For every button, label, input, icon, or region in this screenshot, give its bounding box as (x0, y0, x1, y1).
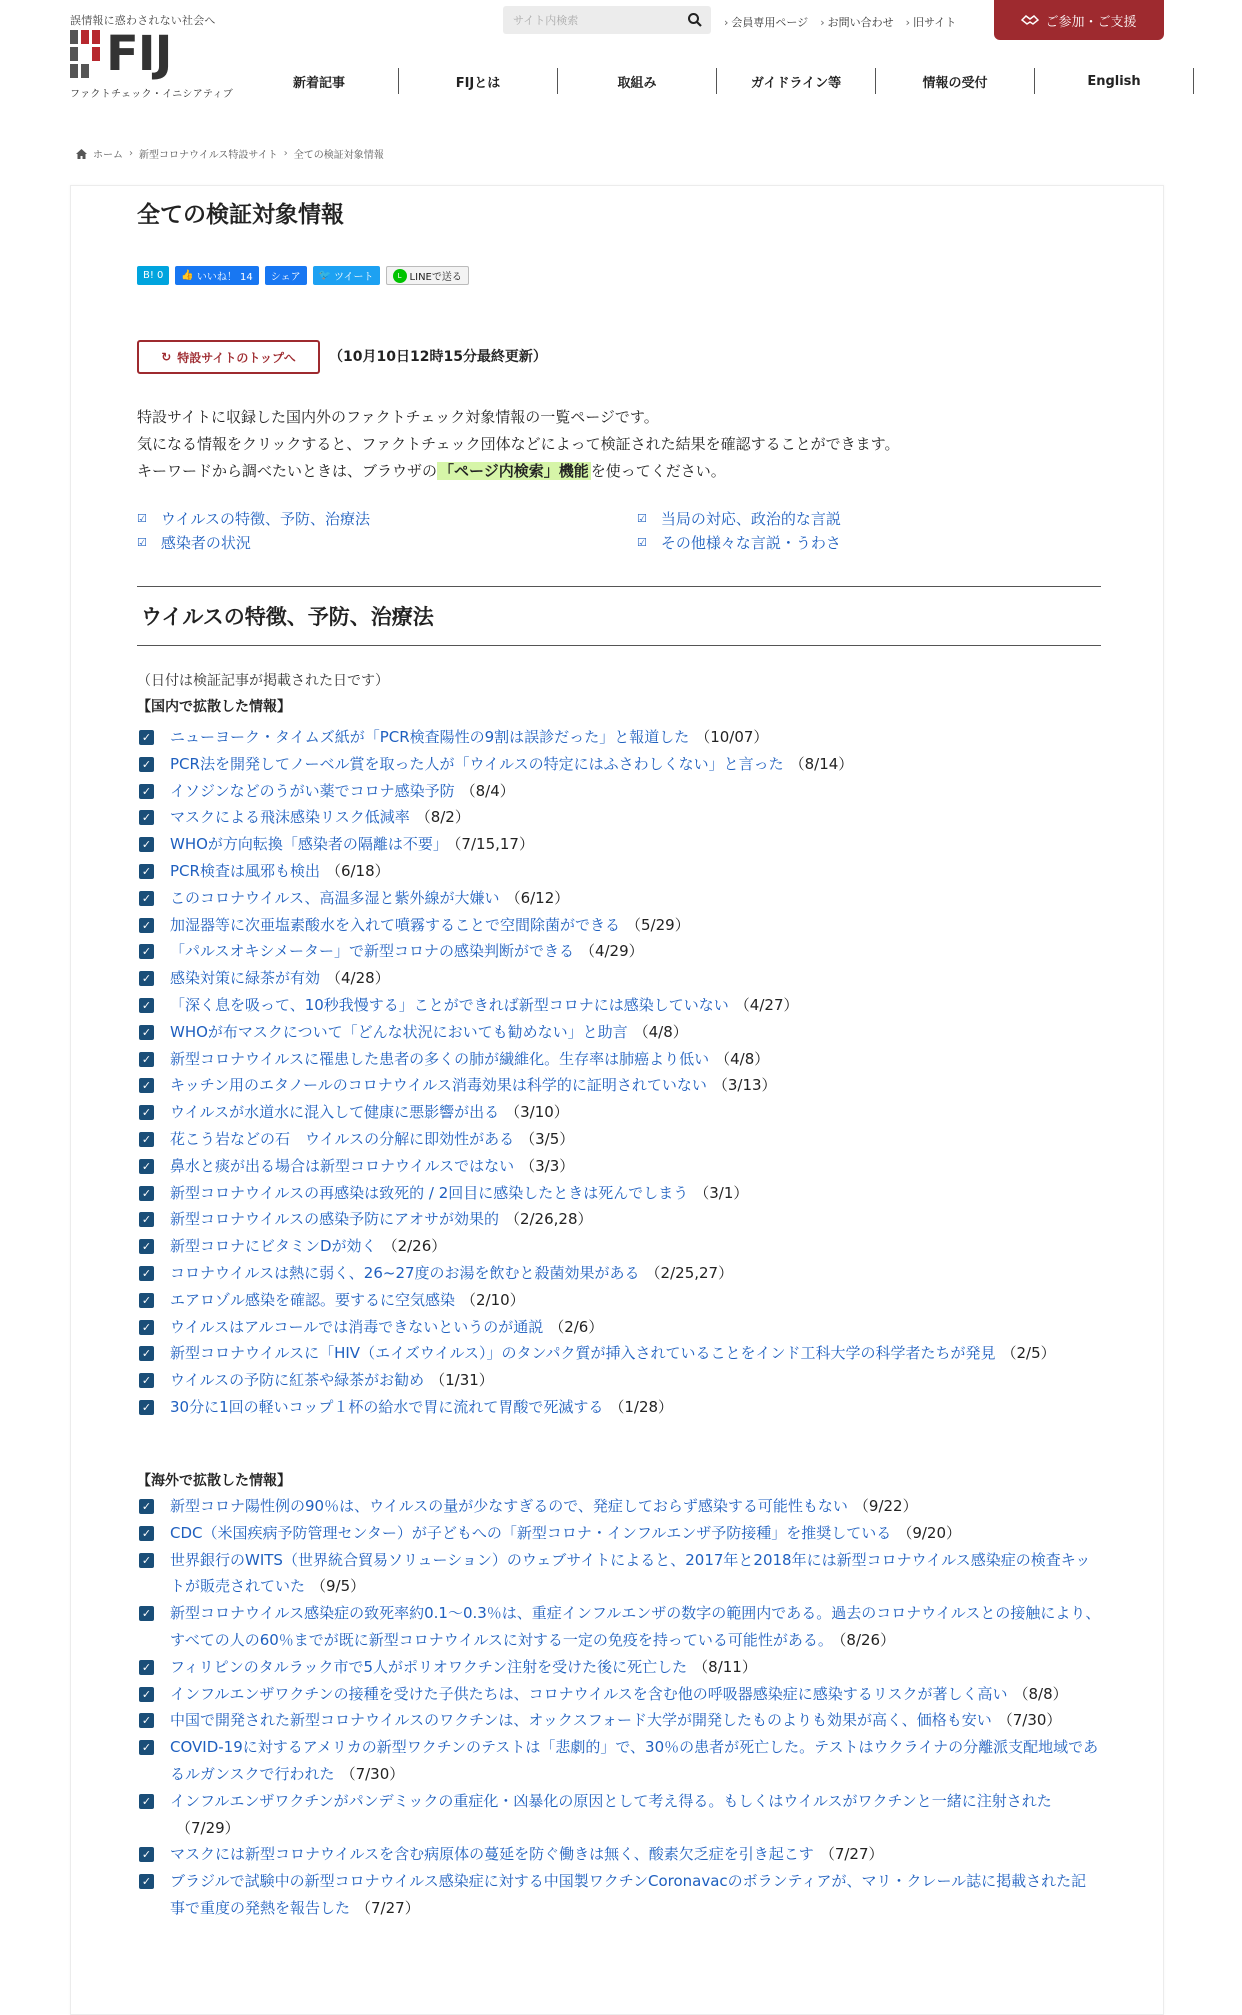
list-item-date: （9/22） (853, 1497, 918, 1515)
checkbox-icon: ✓ (139, 1239, 154, 1254)
list-item-link[interactable]: マスクには新型コロナウイルスを含む病原体の蔓延を防ぐ働きは無く、酸素欠乏症を引き起こす (170, 1845, 814, 1864)
list-item[interactable] (137, 912, 1101, 939)
date-note (137, 670, 389, 716)
nav-activities[interactable]: 取組み (558, 68, 717, 94)
contact-link[interactable]: › お問い合わせ (820, 14, 893, 30)
list-item-date: （9/20） (897, 1523, 961, 1542)
list-item[interactable] (137, 965, 1101, 992)
home-icon (76, 149, 87, 159)
list-item[interactable] (137, 1520, 1101, 1547)
breadcrumb-home[interactable]: ホーム (93, 150, 123, 161)
breadcrumb-current: 全ての検証対象情報 (293, 150, 384, 161)
list-item-date: （8/2） (415, 808, 470, 827)
checkbox-icon: ✓ (139, 1687, 154, 1702)
special-site-top-button[interactable] (137, 340, 320, 374)
nav-english[interactable]: English (1035, 68, 1194, 94)
checkbox-icon: ✓ (139, 1186, 154, 1201)
list-item[interactable] (137, 1734, 1101, 1788)
checkbox-icon: ✓ (139, 1212, 154, 1227)
checkbox-icon: ✓ (139, 864, 154, 879)
list-item-link[interactable]: 世界銀行のWITS（世界統合貿易ソリューション）のウェブサイトによると、2017年と2018年には新型コロナウイルス感染症の検査キットが販売されていた (170, 1550, 1091, 1596)
domestic-list (137, 724, 1101, 1421)
checkbox-icon: ✓ (139, 891, 154, 906)
join-support-button[interactable] (994, 0, 1164, 40)
section-title: ウイルスの特徴、予防、治療法 (141, 605, 434, 629)
line-icon: L (393, 269, 407, 283)
list-item-link[interactable]: インフルエンザワクチンがパンデミックの重症化・凶暴化の原因として考え得る。もしくはウイルスがワクチンと一緒に注射された (170, 1791, 1052, 1810)
domestic-heading: 【国内で拡散した情報】 (137, 699, 291, 715)
checkbox-icon: ✓ (139, 1132, 154, 1147)
checkbox-icon: ✓ (139, 1794, 154, 1809)
list-item[interactable] (137, 1153, 1101, 1180)
list-item[interactable] (137, 938, 1101, 965)
top-links (724, 14, 956, 30)
checkbox-icon: ✓ (139, 1847, 154, 1862)
join-support-label: ご参加・ご支援 (1045, 14, 1137, 30)
checkbox-icon: ✓ (139, 837, 154, 852)
list-item-date: （6/18） (325, 861, 390, 880)
checkbox-icon: ✓ (139, 1105, 154, 1120)
chevron-right-icon: › (283, 148, 288, 159)
list-item[interactable] (137, 1681, 1101, 1708)
list-item-link[interactable]: PCR法を開発してノーベル賞を取った人が「ウイルスの特定にはふさわしくない」と言った (170, 754, 784, 773)
list-item-date: （1/31） (430, 1371, 494, 1390)
logo-subtitle: ファクトチェック・イニシアティブ (70, 89, 234, 100)
list-item-date: （7/27） (356, 1898, 420, 1917)
checkbox-icon: ✓ (139, 1293, 154, 1308)
twitter-bird-icon: 🐦 (318, 270, 332, 281)
list-item-date: （8/26） (838, 1630, 896, 1649)
overseas-list (137, 1493, 1101, 1922)
checkbox-icon: ✓ (139, 1400, 154, 1415)
list-item-date: （3/3） (520, 1156, 575, 1175)
list-item-date: （3/10） (505, 1103, 569, 1122)
last-updated: （10月10日12時15分最終更新） (329, 349, 547, 365)
search-icon[interactable] (687, 12, 703, 28)
nav-news[interactable]: 新着記事 (240, 68, 399, 94)
list-item-link[interactable]: WHOが方向転換「感染者の隔離は不要」 (170, 835, 448, 854)
toc-item-other-rumors[interactable]: ☑ その他様々な言説・うわさ (637, 534, 841, 552)
date-note-text: （日付は検証記事が掲載された日です） (137, 673, 389, 689)
list-item-link[interactable]: 感染対策に緑茶が有効 (170, 969, 321, 988)
list-item[interactable] (137, 1180, 1101, 1207)
section-heading (137, 586, 1101, 646)
checkbox-icon: ✓ (139, 1660, 154, 1675)
list-item-date: （7/29） (176, 1818, 240, 1837)
list-item-link[interactable]: 新型コロナウイルス感染症の致死率約0.1～0.3％は、重症インフルエンザの数字の範囲内である。過去のコロナウイルスとの接触により、すべての人の60％までが既に新型コロナウイルスに対する一定の免疫を持っている可能性がある。 (170, 1604, 1101, 1649)
nav-submit-info[interactable]: 情報の受付 (876, 68, 1035, 94)
checkbox-icon: ✓ (139, 998, 154, 1013)
members-link[interactable]: › 会員専用ページ (724, 14, 808, 30)
list-item-date: （7/30） (997, 1711, 1062, 1730)
list-item[interactable] (137, 1072, 1101, 1099)
breadcrumb (76, 146, 384, 161)
list-item-link[interactable]: PCR検査は風邪も検出 (170, 861, 320, 880)
list-item-link[interactable]: マスクによる飛沫感染リスク低減率 (170, 808, 410, 827)
checkbox-icon: ✓ (139, 1553, 154, 1568)
thumbs-up-icon: 👍 (181, 270, 194, 281)
breadcrumb-covid-site[interactable]: 新型コロナウイルス特設サイト (139, 150, 278, 161)
main-nav (240, 68, 1194, 94)
line-share-button[interactable] (386, 266, 469, 285)
checkbox-icon: ✓ (139, 1320, 154, 1335)
checkbox-icon: ✓ (139, 1025, 154, 1040)
toc-item-authorities[interactable]: ☑ 当局の対応、政治的な言説 (637, 510, 841, 528)
site-header (0, 0, 1242, 115)
list-item-link[interactable]: 新型コロナウイルスの再感染は致死的 / 2回目に感染したときは死んでしまう (170, 1183, 689, 1202)
list-item-link[interactable]: 30分に1回の軽いコップ１杯の給水で胃に流れて胃酸で死滅する (170, 1397, 604, 1416)
checkbox-icon: ✓ (139, 1052, 154, 1067)
hatena-bookmark-button[interactable]: B! 0 (137, 266, 169, 285)
list-item-date: （10/07） (695, 728, 769, 746)
list-item-date: （2/26,28） (504, 1210, 593, 1229)
nav-about[interactable]: FIJとは (399, 68, 558, 94)
list-item-date: （9/5） (311, 1577, 366, 1596)
list-item-link[interactable]: 花こう岩などの石 ウイルスの分解に即効性がある (170, 1129, 515, 1148)
overseas-heading: 【海外で拡散した情報】 (137, 1473, 291, 1489)
list-item-date: （2/6） (549, 1317, 604, 1336)
checkbox-icon: ✓ (139, 1526, 154, 1541)
list-item[interactable] (137, 1126, 1101, 1153)
list-item-date: （2/10） (461, 1290, 525, 1309)
list-item[interactable] (137, 858, 1101, 885)
checkbox-icon: ☑ (137, 512, 147, 525)
list-item-link[interactable]: コロナウイルスは熱に弱く、26~27度のお湯を飲むと殺菌効果がある (170, 1263, 640, 1282)
main-card (70, 185, 1164, 2015)
list-item[interactable] (137, 751, 1101, 778)
intro-text (137, 404, 899, 485)
tweet-button[interactable] (313, 266, 380, 285)
list-item-date: （7/27） (819, 1845, 884, 1864)
list-item[interactable] (137, 1547, 1101, 1601)
list-item[interactable] (137, 1788, 1101, 1842)
list-item-link[interactable]: イソジンなどのうがい薬でコロナ感染予防 (170, 781, 455, 800)
checkbox-icon: ✓ (139, 1740, 154, 1755)
list-item[interactable] (137, 1099, 1101, 1126)
list-item-link[interactable]: このコロナウイルス、高温多湿と紫外線が大嫌い (170, 888, 500, 907)
checkbox-icon: ✓ (139, 1266, 154, 1281)
checkbox-icon: ✓ (139, 918, 154, 933)
intro-line-1: 特設サイトに収録した国内外のファクトチェック対象情報の一覧ページです。 (137, 408, 659, 426)
list-item-date: （8/14） (789, 754, 854, 773)
list-item-link[interactable]: ニューヨーク・タイムズ紙が「PCR検査陽性の9割は誤診だった」と報道した (170, 728, 690, 746)
handshake-icon (1021, 14, 1039, 26)
list-item-date: （2/26） (382, 1237, 447, 1256)
checkbox-icon: ✓ (139, 1713, 154, 1728)
like-label: いいね！ 14 (196, 272, 253, 283)
list-item-link[interactable]: WHOが布マスクについて「どんな状況においても勧めない」と助言 (170, 1022, 628, 1041)
list-item[interactable] (137, 1340, 1101, 1367)
checkbox-icon: ✓ (139, 1499, 154, 1514)
tweet-label: ツイート (334, 272, 374, 283)
checkbox-icon: ✓ (139, 757, 154, 772)
toc-item-virus-features[interactable]: ☑ ウイルスの特徴、予防、治療法 (137, 510, 370, 528)
list-item-link[interactable]: 「パルスオキシメーター」で新型コロナの感染判断ができる (170, 942, 574, 961)
list-item-link[interactable]: フィリピンのタルラック市で5人がポリオワクチン注射を受けた後に死亡した (170, 1657, 688, 1676)
page-search-highlight: 「ページ内検索」機能 (439, 462, 589, 480)
list-item[interactable] (137, 1707, 1101, 1734)
list-item[interactable] (137, 1394, 1101, 1421)
tagline: 誤情報に惑わされない社会へ (70, 14, 216, 27)
intro-line-3: キーワードから調べたいときは、ブラウザの 「ページ内検索」機能 を使ってください。 (137, 462, 726, 480)
list-item-date: （5/29） (626, 915, 690, 934)
list-item-date: （3/1） (694, 1183, 749, 1202)
list-item[interactable] (137, 724, 1101, 751)
list-item-link[interactable]: エアロゾル感染を確認。要するに空気感染 (170, 1290, 456, 1309)
list-item-link[interactable]: ウイルスが水道水に混入して健康に悪影響が出る (170, 1103, 500, 1122)
list-item-date: （7/30） (340, 1764, 405, 1783)
list-item-date: （8/4） (460, 781, 515, 800)
list-item[interactable] (137, 1019, 1101, 1046)
list-item-link[interactable]: 新型コロナウイルスに罹患した患者の多くの肺が繊維化。生存率は肺癌より低い (170, 1049, 710, 1068)
checkbox-icon: ✓ (139, 1373, 154, 1388)
site-logo[interactable] (70, 26, 172, 82)
logo-mark-icon (70, 30, 100, 78)
facebook-like-button[interactable] (175, 266, 258, 285)
checkbox-icon: ☑ (137, 536, 147, 549)
list-item-date: （8/11） (693, 1657, 757, 1676)
list-item-date: （1/28） (609, 1397, 674, 1416)
checkbox-icon: ✓ (139, 1159, 154, 1174)
list-item-link[interactable]: 「深く息を吸って、10秒我慢する」ことができれば新型コロナには感染していない (170, 995, 729, 1014)
search-input[interactable] (503, 14, 673, 27)
list-item-date: （2/5） (1001, 1344, 1056, 1363)
checkbox-icon: ✓ (139, 1078, 154, 1093)
list-item-link[interactable]: ウイルスはアルコールでは消毒できないというのが通説 (170, 1317, 544, 1336)
list-item-date: （4/27） (734, 995, 799, 1014)
list-item-date: （4/8） (715, 1049, 770, 1068)
list-item-link[interactable]: 新型コロナにビタミンDが効く (170, 1237, 377, 1256)
checkbox-icon: ✓ (139, 810, 154, 825)
checkbox-icon: ✓ (139, 1346, 154, 1361)
list-item[interactable] (137, 1260, 1101, 1287)
special-site-top-label: 特設サイトのトップへ (177, 350, 296, 365)
chevron-right-icon: › (129, 148, 133, 159)
list-item[interactable] (137, 1233, 1101, 1260)
checkbox-icon: ✓ (139, 1606, 154, 1621)
list-item-link[interactable]: 新型コロナウイルスに「HIV（エイズウイルス）」のタンパク質が挿入されていることをインド工科大学の科学者たちが発見 (170, 1344, 996, 1363)
list-item[interactable] (137, 1287, 1101, 1314)
list-item-date: （4/29） (579, 942, 644, 961)
list-item[interactable] (137, 885, 1101, 912)
intro-line-2: 気になる情報をクリックすると、ファクトチェック団体などによって検証された結果を確認することができます。 (137, 435, 900, 453)
list-item[interactable] (137, 1314, 1101, 1341)
list-item[interactable] (137, 831, 1101, 858)
facebook-share-button[interactable]: シェア (265, 266, 307, 285)
list-item-date: （7/15,17） (453, 835, 534, 854)
checkbox-icon: ✓ (139, 784, 154, 799)
logo-text: FIJ (106, 26, 172, 82)
list-item[interactable] (137, 1367, 1101, 1394)
reload-arrow-icon: ↻ (161, 350, 172, 364)
list-item[interactable] (137, 804, 1101, 831)
checkbox-icon: ☑ (637, 536, 647, 549)
old-site-link[interactable]: › 旧サイト (906, 14, 957, 30)
list-item-link[interactable]: CDC（米国疾病予防管理センター）が子どもへの「新型コロナ・インフルエンザ予防接種」を推奨している (170, 1523, 892, 1542)
list-item-link[interactable]: 鼻水と痰が出る場合は新型コロナウイルスではない (170, 1156, 515, 1175)
list-item[interactable] (137, 1046, 1101, 1073)
list-item-date: （3/13） (712, 1076, 777, 1095)
list-item-link[interactable]: 中国で開発された新型コロナウイルスのワクチンは、オックスフォード大学が開発したものよりも効果が高く、価格も安い (170, 1711, 992, 1730)
list-item-date: （6/12） (505, 888, 570, 907)
list-item-date: （4/28） (326, 969, 390, 988)
list-item[interactable] (137, 778, 1101, 805)
list-item-link[interactable]: COVID-19に対するアメリカの新型ワクチンのテストは「悲劇的」で、30％の患者が死亡した。テストはウクライナの分離派支配地域であるルガンスクで行われた (170, 1738, 1099, 1783)
toc-item-infected-status[interactable]: ☑ 感染者の状況 (137, 534, 251, 552)
page-title: 全ての検証対象情報 (137, 202, 344, 228)
list-item-date: （3/5） (520, 1129, 575, 1148)
checkbox-icon: ✓ (139, 730, 154, 745)
list-item-date: （8/8） (1013, 1684, 1068, 1703)
list-item[interactable] (137, 1600, 1101, 1654)
list-item-date: （2/25,27） (645, 1263, 734, 1282)
checkbox-icon: ✓ (139, 971, 154, 986)
list-item[interactable] (137, 1868, 1101, 1922)
checkbox-icon: ☑ (637, 512, 647, 525)
list-item-link[interactable]: 新型コロナウイルスの感染予防にアオサが効果的 (170, 1210, 499, 1229)
list-item[interactable] (137, 1654, 1101, 1681)
list-item-link[interactable]: ウイルスの予防に紅茶や緑茶がお勧め (170, 1371, 425, 1390)
site-search (503, 6, 711, 34)
checkbox-icon: ✓ (139, 1874, 154, 1889)
list-item-link[interactable]: 加湿器等に次亜塩素酸水を入れて噴霧することで空間除菌ができる (170, 915, 621, 934)
line-label: LINEで送る (409, 272, 462, 283)
list-item[interactable] (137, 992, 1101, 1019)
list-item[interactable] (137, 1206, 1101, 1233)
list-item-link[interactable]: キッチン用のエタノールのコロナウイルス消毒効果は科学的に証明されていない (170, 1076, 707, 1095)
list-item-date: （4/8） (633, 1022, 688, 1041)
share-buttons (137, 266, 469, 285)
checkbox-icon: ✓ (139, 944, 154, 959)
list-item-link[interactable]: 新型コロナ陽性例の90％は、ウイルスの量が少なすぎるので、発症しておらず感染する可能性もない (170, 1497, 848, 1515)
nav-guidelines[interactable]: ガイドライン等 (717, 68, 876, 94)
list-item[interactable] (137, 1841, 1101, 1868)
list-item-link[interactable]: インフルエンザワクチンの接種を受けた子供たちは、コロナウイルスを含む他の呼吸器感染症に感染するリスクが著しく高い (170, 1684, 1008, 1703)
list-item[interactable] (137, 1493, 1101, 1520)
list-item-link[interactable]: ブラジルで試験中の新型コロナウイルス感染症に対する中国製ワクチンCoronavacのボランティアが、マリ・クレール誌に掲載された記事で重度の発熱を報告した (170, 1872, 1087, 1917)
